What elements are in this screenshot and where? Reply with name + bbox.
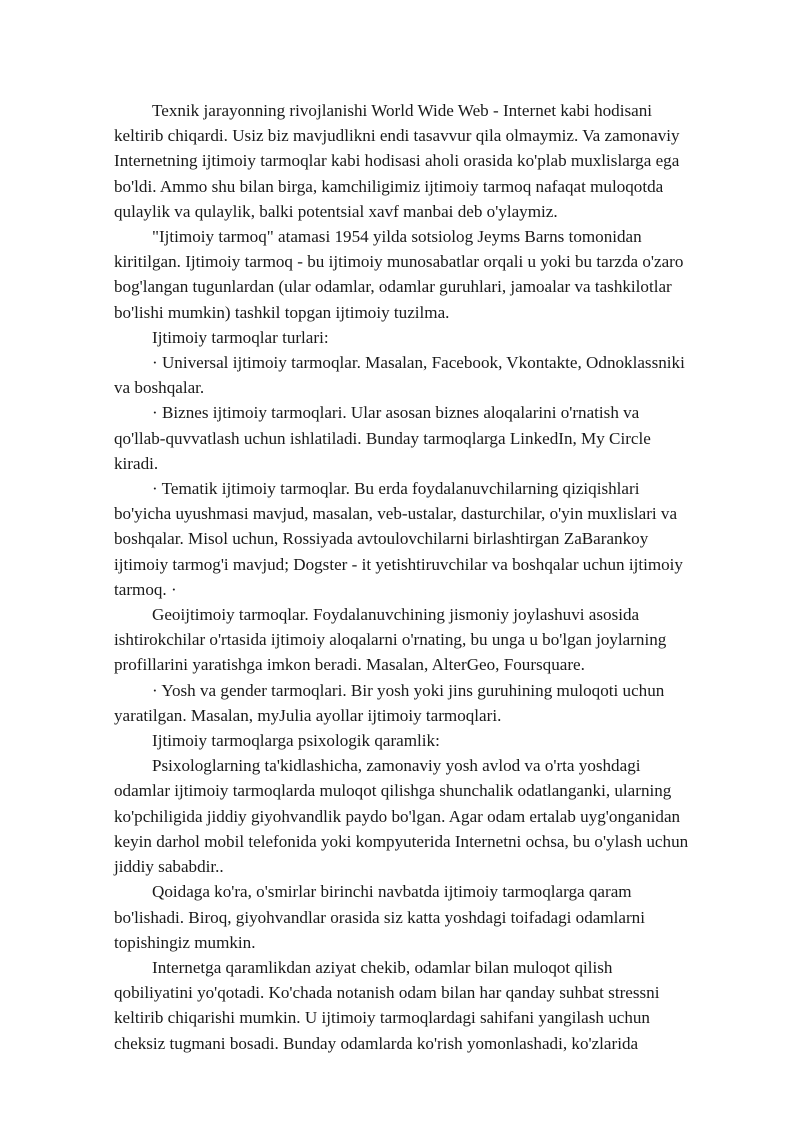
paragraph-intro: Texnik jarayonning rivojlanishi World Wide Web - Internet kabi hodisani keltirib chiqardi. Usiz biz mavjudlikni endi tasavvur qila olmaymiz. Va zamonaviy Internetning ijtimoiy tarmoqlar kabi hodisasi aholi orasida ko'plab muxlislarga ega bo'ldi. Ammo shu bilan birga, kamchiligimiz ijtimoiy tarmoq nafaqat muloqotda qulaylik va qulaylik, balki potentsial xavf manbai deb o'ylaymiz. xyxy=(114,101,680,221)
paragraph-types-heading: Ijtimoiy tarmoqlar turlari: xyxy=(152,327,329,347)
document-page xyxy=(114,98,690,1056)
paragraph-business: · Biznes ijtimoiy tarmoqlari. Ular asosan biznes aloqalarini o'rnatish va qo'llab-quvvatlash uchun ishlatiladi. Bunday tarmoqlarga LinkedIn, My Circle kiradi. xyxy=(114,403,651,473)
paragraph-definition: "Ijtimoiy tarmoq" atamasi 1954 yilda sotsiolog Jeyms Barns tomonidan kiritilgan. Ijtimoiy tarmoq - bu ijtimoiy munosabatlar orqali u yoki bu tarzda o'zaro bog'langan tugunlardan (ular odamlar, odamlar guruhlari, jamoalar va tashkilotlar bo'lishi mumkin) tashkil topgan ijtimoiy tuzilma. xyxy=(114,227,684,322)
paragraph-geosocial: Geoijtimoiy tarmoqlar. Foydalanuvchining jismoniy joylashuvi asosida ishtirokchilar o'rtasida ijtimoiy aloqalarni o'rnating, bu unga u bo'lgan joylarning profillarini yaratishga imkon beradi. Masalan, AlterGeo, Foursquare. xyxy=(114,605,667,675)
paragraph-addiction-heading: Ijtimoiy tarmoqlarga psixologik qaramlik: xyxy=(152,731,440,751)
paragraph-age-gender: · Yosh va gender tarmoqlari. Bir yosh yoki jins guruhining muloqoti uchun yaratilgan. Masalan, myJulia ayollar ijtimoiy tarmoqlari. xyxy=(114,680,665,725)
paragraph-teenagers: Qoidaga ko'ra, o'smirlar birinchi navbatda ijtimoiy tarmoqlarga qaram bo'lishadi. Biroq, giyohvandlar orasida siz katta yoshdagi toifadagi odamlarni topishingiz mumkin. xyxy=(114,882,645,952)
paragraph-universal: · Universal ijtimoiy tarmoqlar. Masalan, Facebook, Vkontakte, Odnoklassniki va boshqalar. xyxy=(114,353,685,398)
paragraph-internet-addiction: Internetga qaramlikdan aziyat chekib, odamlar bilan muloqot qilish qobiliyatini yo'qotadi. Ko'chada notanish odam bilan har qanday suhbat stressni keltirib chiqarishi mumkin. U ijtimoiy tarmoqlardagi sahifani yangilash uchun cheksiz tugmani bosadi. Bunday odamlarda ko'rish yomonlashadi, ko'zlarida xyxy=(114,957,660,1053)
paragraph-thematic: · Tematik ijtimoiy tarmoqlar. Bu erda foydalanuvchilarning qiziqishlari bo'yicha uyushmasi mavjud, masalan, veb-ustalar, dasturchilar, o'yin muxlislari va boshqalar. Misol uchun, Rossiyada avtoulovchilarni birlashtirgan ZaBarankoy ijtimoiy tarmog'i mavjud; Dogster - it yetishtiruvchilar va boshqalar uchun ijtimoiy tarmoq. · xyxy=(114,479,683,599)
paragraph-psychologists: Psixologlarning ta'kidlashicha, zamonaviy yosh avlod va o'rta yoshdagi odamlar ijtimoiy tarmoqlarda muloqot qilishga shunchalik odatlanganki, ularning ko'pchiligida jiddiy giyohvandlik paydo bo'lgan. Agar odam ertalab uyg'onganidan keyin darhol mobil telefonida yoki kompyuterida Internetni ochsa, bu o'ylash uchun jiddiy sababdir.. xyxy=(114,756,689,877)
